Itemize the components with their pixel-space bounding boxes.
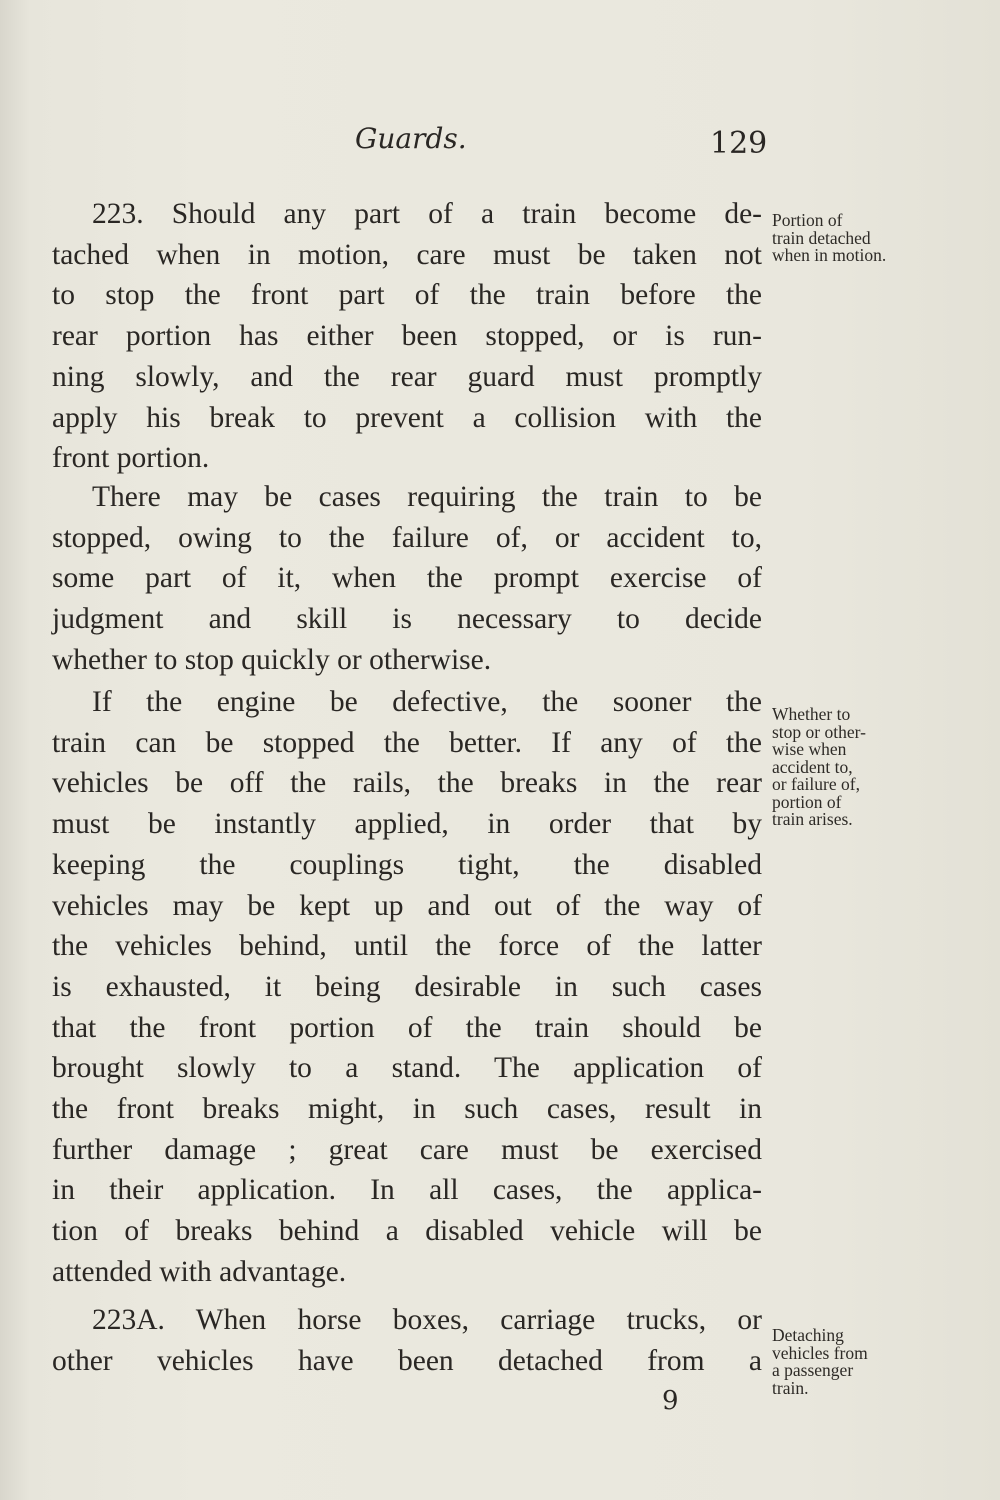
note-line: train.: [772, 1377, 809, 1398]
text-line: tached when in motion, care must be taken not: [52, 238, 762, 271]
text-line: tion of breaks behind a disabled vehicle will be: [52, 1215, 762, 1248]
text-line: There may be cases requiring the train to be: [92, 481, 762, 513]
text-line: that the front portion of the train should be: [52, 1011, 762, 1044]
margin-note-detached-train: [772, 212, 942, 265]
text-line: apply his break to prevent a collision with the: [52, 401, 762, 434]
note-line: a passenger: [772, 1360, 854, 1380]
text-line: rear portion has either been stopped, or is run-: [52, 320, 762, 353]
text-line: other vehicles have been detached from a: [52, 1344, 762, 1377]
text-line: 223A. When horse boxes, carriage trucks, or: [92, 1304, 762, 1336]
note-line: train detached: [772, 227, 871, 248]
text-line: stopped, owing to the failure of, or accident to,: [52, 521, 762, 554]
text-line: is exhausted, it being desirable in such cases: [52, 970, 762, 1003]
text-line: vehicles may be kept up and out of the way of: [52, 889, 762, 922]
text-line: brought slowly to a stand. The application of: [52, 1052, 762, 1085]
text-line: some part of it, when the prompt exercise of: [52, 562, 762, 595]
note-line: Detaching: [772, 1325, 844, 1345]
text-line: the front breaks might, in such cases, result in: [52, 1093, 762, 1126]
text-line: further damage ; great care must be exercised: [52, 1133, 762, 1166]
page-number: 129: [710, 126, 768, 161]
text-line: train can be stopped the better. If any of the: [52, 726, 762, 759]
note-line: Portion of: [772, 210, 843, 230]
text-line: ning slowly, and the rear guard must promptly: [52, 360, 762, 393]
running-title: Guards.: [355, 122, 467, 155]
text-line: the vehicles behind, until the force of the latter: [52, 930, 762, 963]
note-line: wise when: [772, 739, 847, 759]
note-line: train arises.: [772, 809, 853, 829]
text-line: whether to stop quickly or otherwise.: [52, 643, 492, 676]
paragraph-223a: [52, 1300, 762, 1381]
note-line: accident to,: [772, 756, 853, 777]
note-line: portion of: [772, 791, 842, 812]
text-line: in their application. In all cases, the applica-: [52, 1174, 762, 1207]
margin-note-detaching-vehicles: [772, 1327, 942, 1397]
text-line: attended with advantage.: [52, 1255, 347, 1288]
text-line: vehicles be off the rails, the breaks in the rear: [52, 767, 762, 800]
text-line: If the engine be defective, the sooner the: [92, 686, 762, 718]
margin-note-stop-decision: [772, 706, 942, 829]
note-line: vehicles from: [772, 1342, 868, 1363]
text-line: must be instantly applied, in order that by: [52, 808, 762, 841]
paragraph-223: [52, 194, 762, 479]
text-line: 223. Should any part of a train become de-: [92, 198, 762, 230]
note-line: when in motion.: [772, 245, 887, 265]
note-line: or failure of,: [772, 774, 860, 794]
text-line: front portion.: [52, 442, 210, 475]
paragraph-engine: [52, 682, 762, 1293]
note-line: stop or other-: [772, 721, 866, 742]
note-line: Whether to: [772, 704, 851, 724]
text-line: to stop the front part of the train before the: [52, 279, 762, 312]
paragraph-cases: [52, 477, 762, 681]
signature-mark: 9: [662, 1386, 679, 1416]
text-line: judgment and skill is necessary to decide: [52, 603, 762, 636]
text-line: keeping the couplings tight, the disabled: [52, 848, 762, 881]
